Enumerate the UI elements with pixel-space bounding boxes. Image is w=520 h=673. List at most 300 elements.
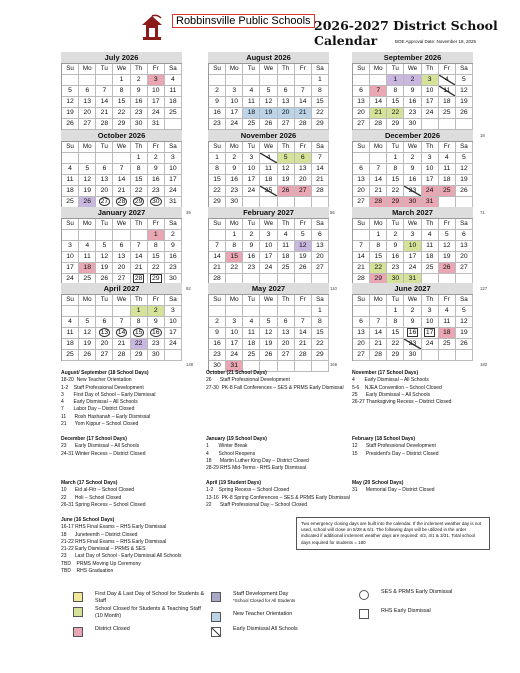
day-cell: 16 [148,175,165,186]
weekday-header: Sa [312,64,329,75]
day-cell: 17 [260,252,277,263]
day-cell: 17 [165,175,182,186]
weekday-header: Sa [165,64,182,75]
day-cell: 8 [226,241,243,252]
weekday-header: Sa [456,64,473,75]
day-cell: 9 [209,328,226,339]
weekday-header: Fr [148,219,165,230]
weekday-header: We [404,295,421,306]
day-cell: 2 [165,230,182,241]
day-cell: 1 [113,75,130,86]
day-cell [456,350,473,361]
day-cell: 24 [165,186,182,197]
day-cell: 19 [278,175,295,186]
day-cell: 22 [113,108,130,119]
legend-label: Early Dismissal All Schools [233,626,298,632]
day-cell: 15 [131,175,148,186]
day-cell: 3 [422,153,439,164]
day-cell: 24 [148,108,165,119]
day-cell: 7 [353,241,370,252]
day-cell: 2 [387,230,404,241]
district-name: Robbinsville Public Schools [172,14,315,28]
weekday-header: We [260,219,277,230]
day-cell: 14 [113,328,130,339]
day-cell: 4 [439,153,456,164]
day-cell: 30 [387,274,404,285]
month-may-2027 [208,283,329,372]
day-cell: 12 [79,175,96,186]
day-cell: 19 [96,263,113,274]
day-cell: 23 [404,108,421,119]
month-march-2027 [352,207,473,285]
day-cell: 16 [209,339,226,350]
day-cell: 24 [422,339,439,350]
day-cell: 3 [404,230,421,241]
month-title: November 2026 [208,130,329,141]
weekday-header: Su [209,142,226,153]
event-line: 23 Last Day of School - Early Dismissal All Schools [61,553,182,560]
month-august-2026 [208,52,329,141]
events-section [61,517,201,575]
section-title: November (17 School Days) [352,370,419,376]
day-cell: 14 [295,97,312,108]
weekday-header: We [113,64,130,75]
day-cell [295,75,312,86]
day-cell: 4 [439,306,456,317]
weekday-header: Fr [148,142,165,153]
day-cell: 17 [226,339,243,350]
day-cell: 1 [226,230,243,241]
day-cell: 5 [439,230,456,241]
day-cell: 5 [456,306,473,317]
weekday-header: Th [131,219,148,230]
day-cell: 11 [439,86,456,97]
day-cell [260,75,277,86]
event-line: 25 Early Dismissal – All Schools [352,391,431,398]
day-cell [62,75,79,86]
month-title: May 2027 [208,283,329,294]
day-cell: 5 [79,317,96,328]
day-cell: 16 [226,175,243,186]
day-cell: 8 [387,164,404,175]
weekday-header: Mo [370,142,387,153]
month-october-2026 [61,130,182,208]
events-section [206,480,350,509]
day-cell: 18 [165,97,182,108]
day-cell: 12 [456,164,473,175]
day-cell [79,230,96,241]
weekday-header: Mo [79,219,96,230]
day-cell: 3 [422,75,439,86]
day-cell: 6 [96,317,113,328]
day-cell: 10 [165,317,182,328]
day-cell: 24 [62,274,79,285]
day-cell [439,350,456,361]
day-cell: 12 [79,328,96,339]
day-cell: 27 [312,263,329,274]
legend-label: RHS Early Dismissal [381,608,431,614]
day-cell: 18 [422,252,439,263]
day-cell: 26 [96,274,113,285]
day-cell: 2 [226,153,243,164]
day-cell: 10 [62,252,79,263]
cumulative-day-count: 127 [480,286,488,291]
event-line: 11 Rosh Hashanah – Early Dismissal [61,413,151,420]
events-section [61,436,201,458]
event-line: 24-31 Winter Recess – District Closed [61,450,146,457]
day-cell: 26 [278,186,295,197]
day-cell: 9 [387,241,404,252]
weekday-header: Tu [243,219,260,230]
day-cell: 16 [243,252,260,263]
day-cell: 28 [113,350,130,361]
day-cell: 19 [456,175,473,186]
day-cell: 16 [404,175,421,186]
day-cell: 18 [278,252,295,263]
month-grid [208,141,329,208]
day-cell [439,119,456,130]
day-cell: 5 [456,75,473,86]
day-cell: 2 [148,153,165,164]
weekday-header: We [404,142,421,153]
day-cell: 21 [370,186,387,197]
day-cell: 15 [387,328,404,339]
day-cell: 27 [96,197,113,208]
weekday-header: Th [278,142,295,153]
day-cell: 14 [370,328,387,339]
day-cell: 7 [113,164,130,175]
day-cell: 16 [209,108,226,119]
day-cell: 21 [312,175,329,186]
day-cell: 30 [209,361,226,372]
weekday-header: Su [209,295,226,306]
event-line: 1-2 Staff Professional Development [61,384,144,391]
day-cell: 25 [439,108,456,119]
day-cell: 29 [131,197,148,208]
day-cell: 1 [148,230,165,241]
day-cell: 11 [79,252,96,263]
day-cell: 15 [387,97,404,108]
day-cell: 12 [62,97,79,108]
day-cell: 6 [278,86,295,97]
day-cell [278,75,295,86]
day-cell: 22 [387,108,404,119]
day-cell: 23 [387,263,404,274]
day-cell: 7 [209,241,226,252]
weekday-header: Tu [243,142,260,153]
day-cell: 21 [295,339,312,350]
section-title: February (18 School Days) [352,436,416,442]
day-cell: 24 [422,186,439,197]
day-cell [353,230,370,241]
day-cell: 17 [422,328,439,339]
day-cell: 19 [295,252,312,263]
day-cell: 5 [96,241,113,252]
day-cell: 27 [353,197,370,208]
day-cell: 27 [353,350,370,361]
day-cell: 14 [353,252,370,263]
day-cell: 8 [148,241,165,252]
month-april-2027 [61,283,182,361]
cumulative-day-count: 110 [330,286,337,291]
day-cell: 9 [404,317,421,328]
day-cell: 7 [96,86,113,97]
day-cell: 2 [148,306,165,317]
day-cell [96,75,113,86]
day-cell: 26 [456,108,473,119]
day-cell: 14 [295,328,312,339]
day-cell: 5 [260,317,277,328]
month-december-2026 [352,130,473,208]
weekday-header: Mo [226,295,243,306]
day-cell [113,153,130,164]
day-cell: 19 [79,339,96,350]
weekday-header: Sa [456,219,473,230]
day-cell: 15 [113,97,130,108]
weekday-header: Mo [370,64,387,75]
day-cell: 6 [113,241,130,252]
day-cell: 22 [131,186,148,197]
day-cell: 13 [353,97,370,108]
day-cell: 22 [387,186,404,197]
day-cell: 25 [439,186,456,197]
day-cell: 17 [422,97,439,108]
day-cell: 17 [422,175,439,186]
weekday-header: Fr [148,295,165,306]
day-cell: 15 [148,252,165,263]
day-cell: 20 [353,186,370,197]
day-cell: 26 [260,119,277,130]
day-cell: 14 [370,97,387,108]
month-february-2027 [208,207,329,285]
day-cell: 6 [295,153,312,164]
day-cell: 29 [131,350,148,361]
day-cell: 28 [131,274,148,285]
day-cell: 6 [96,164,113,175]
day-cell: 30 [404,350,421,361]
month-title: January 2027 [61,207,182,218]
day-cell: 22 [312,108,329,119]
day-cell: 25 [165,108,182,119]
day-cell: 3 [226,86,243,97]
day-cell: 16 [165,252,182,263]
day-cell: 13 [353,175,370,186]
day-cell: 4 [62,317,79,328]
day-cell: 4 [278,230,295,241]
day-cell: 18 [62,186,79,197]
day-cell: 18 [62,339,79,350]
day-cell: 25 [79,274,96,285]
day-cell [62,306,79,317]
day-cell [62,230,79,241]
weekday-header: Fr [295,142,312,153]
month-title: September 2026 [352,52,473,63]
day-cell: 12 [260,328,277,339]
day-cell: 31 [422,197,439,208]
event-line: TBD PRMS Moving Up Ceremony [61,560,141,567]
day-cell [260,306,277,317]
weekday-header: Su [62,142,79,153]
weekday-header: Mo [370,295,387,306]
day-cell: 16 [404,328,421,339]
day-cell [243,75,260,86]
day-cell: 25 [260,186,277,197]
day-cell [165,119,182,130]
day-cell: 12 [260,97,277,108]
legend-swatch-icon [211,612,221,622]
day-cell: 13 [113,252,130,263]
day-cell: 28 [370,119,387,130]
section-title: May (20 School Days) [352,480,404,486]
day-cell: 11 [439,164,456,175]
event-line: 5-6 NJEA Convention – School Closed [352,384,442,391]
event-line: 3 First Day of School – Early Dismissal [61,391,156,398]
day-cell: 27 [113,274,130,285]
event-line: TBD RHS Graduation [61,568,114,575]
event-line: 10 Eid al-Fitr – School Closed [61,487,135,494]
emergency-closing-note: Two emergency closing days are built into the calendar. If the inclement weather day is not used, school will close on 5/28 & 6/1. The following days will be utilized in the order indicated if additional inclement weather days are required: 4/2, 4/1 & 3/31. Total school days required for students = 180 [296,517,490,550]
legend-swatch-icon [359,609,369,619]
approval-date: BOE Approval Date: November 18, 2025 [395,39,477,44]
day-cell: 2 [209,86,226,97]
day-cell: 6 [353,317,370,328]
day-cell: 22 [312,339,329,350]
day-cell: 13 [353,328,370,339]
weekday-header: Th [422,219,439,230]
event-line: 22 Staff Professional Day – School Closed [206,501,308,508]
day-cell: 21 [295,108,312,119]
day-cell: 2 [404,306,421,317]
weekday-header: Th [278,64,295,75]
day-cell: 12 [439,241,456,252]
day-cell: 23 [226,186,243,197]
day-cell: 15 [312,328,329,339]
day-cell: 22 [370,263,387,274]
day-cell: 5 [79,164,96,175]
day-cell: 7 [370,164,387,175]
weekday-header: Sa [312,295,329,306]
day-cell: 5 [278,153,295,164]
day-cell: 9 [131,86,148,97]
day-cell: 17 [165,328,182,339]
day-cell: 12 [295,241,312,252]
day-cell: 3 [165,306,182,317]
day-cell: 19 [260,339,277,350]
day-cell: 12 [456,86,473,97]
day-cell: 23 [148,339,165,350]
day-cell: 17 [404,252,421,263]
event-line: 4 School Reopens [206,450,256,457]
day-cell: 8 [131,164,148,175]
weekday-header: Mo [79,64,96,75]
day-cell: 12 [96,252,113,263]
day-cell: 18 [439,175,456,186]
day-cell: 20 [353,108,370,119]
section-title: August/ September (18 School Days) [61,370,149,376]
day-cell: 25 [243,350,260,361]
day-cell: 20 [79,108,96,119]
weekday-header: Th [131,64,148,75]
weekday-header: We [113,219,130,230]
day-cell: 23 [148,186,165,197]
day-cell: 11 [243,97,260,108]
weekday-header: Tu [96,295,113,306]
day-cell: 16 [404,97,421,108]
day-cell: 26 [439,263,456,274]
day-cell: 29 [312,119,329,130]
section-title: January (19 School Days) [206,436,267,442]
day-cell: 23 [131,108,148,119]
event-line: 21 Yom Kippur – School Closed [61,421,139,428]
day-cell: 3 [165,153,182,164]
weekday-header: Tu [243,64,260,75]
weekday-header: We [113,142,130,153]
weekday-header: We [113,295,130,306]
day-cell: 29 [387,119,404,130]
day-cell: 20 [278,339,295,350]
day-cell: 11 [243,328,260,339]
day-cell: 27 [96,350,113,361]
day-cell: 15 [226,252,243,263]
day-cell: 10 [148,86,165,97]
day-cell: 19 [260,108,277,119]
day-cell [131,230,148,241]
day-cell: 20 [113,263,130,274]
weekday-header: Sa [456,142,473,153]
month-grid [352,141,473,208]
day-cell: 4 [439,75,456,86]
day-cell: 30 [148,197,165,208]
day-cell: 25 [62,197,79,208]
weekday-header: Mo [370,219,387,230]
day-cell: 9 [404,164,421,175]
day-cell: 10 [404,241,421,252]
events-section [206,436,346,472]
day-cell: 23 [209,119,226,130]
events-section [352,480,492,495]
day-cell: 28 [312,186,329,197]
day-cell: 18 [439,97,456,108]
day-cell: 25 [439,339,456,350]
day-cell: 10 [422,317,439,328]
day-cell [113,230,130,241]
day-cell: 27 [278,119,295,130]
day-cell: 10 [165,164,182,175]
event-line: 18 Martin Luther King Day – District Closed [206,457,309,464]
weekday-header: Sa [456,295,473,306]
weekday-header: Sa [165,295,182,306]
day-cell [278,306,295,317]
month-title: June 2027 [352,283,473,294]
weekday-header: Tu [96,64,113,75]
weekday-header: Th [422,142,439,153]
day-cell: 28 [113,197,130,208]
weekday-header: Su [62,64,79,75]
day-cell: 4 [243,86,260,97]
weekday-header: Fr [295,64,312,75]
day-cell: 10 [243,164,260,175]
event-line: 15 President's Day – District Closed [352,450,439,457]
day-cell: 9 [148,164,165,175]
cumulative-day-count: 148 [186,362,194,367]
day-cell: 27 [456,263,473,274]
day-cell: 13 [96,328,113,339]
day-cell: 4 [260,153,277,164]
day-cell: 5 [456,153,473,164]
day-cell [422,350,439,361]
legend-swatch-icon [73,592,83,602]
event-line: 26 Staff Professional Development [206,377,290,384]
